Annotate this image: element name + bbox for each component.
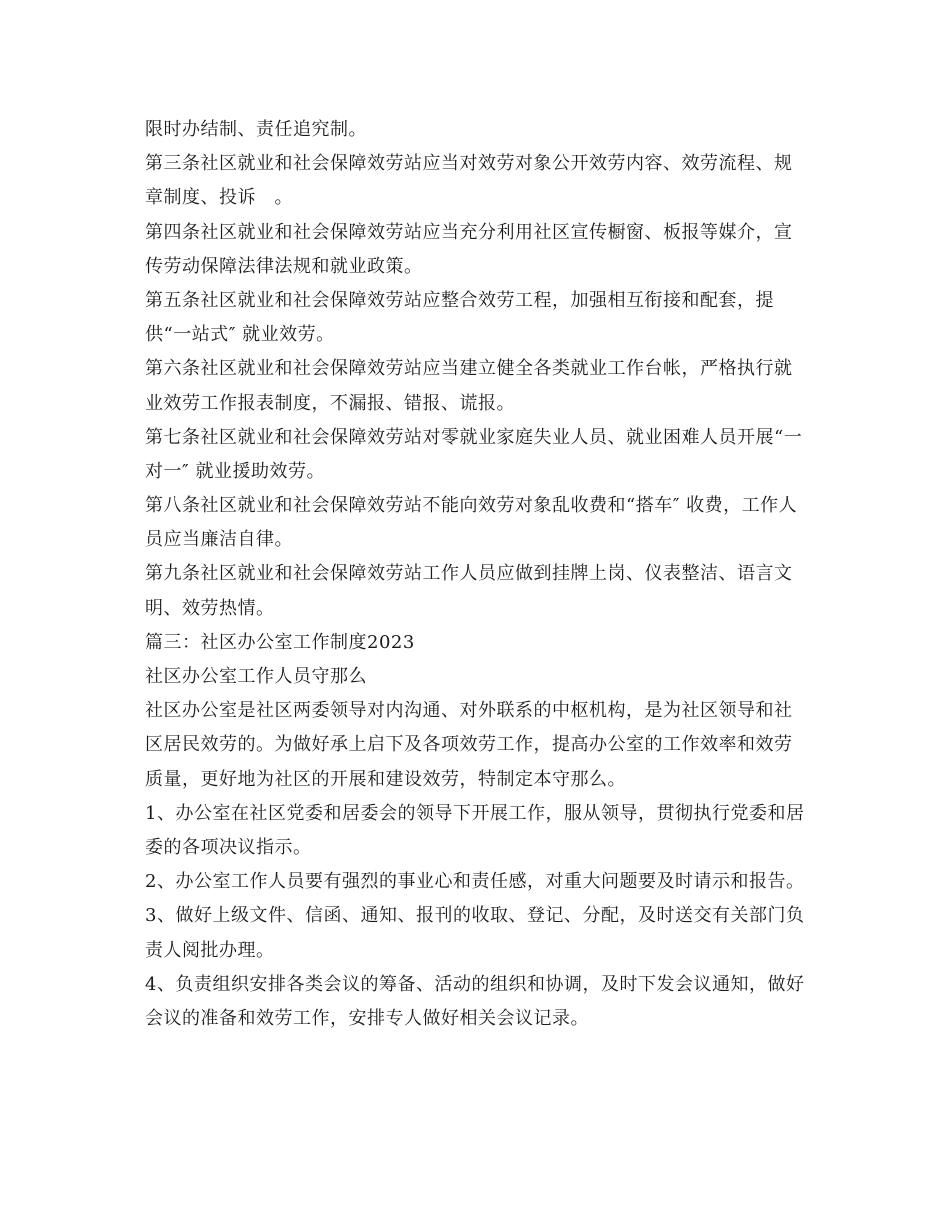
text-line: 章制度、投诉 。 <box>145 187 293 209</box>
text-line: 对一″ 就业援助效劳。 <box>145 460 325 482</box>
text-line: 会议的准备和效劳工作，安排专人做好相关会议记录。 <box>145 1007 589 1029</box>
text-line: 员应当廉洁自律。 <box>145 529 293 551</box>
text-line: 1、办公室在社区党委和居委会的领导下开展工作，服从领导，贯彻执行党委和居 <box>145 802 805 824</box>
text-line: 4、负责组织安排各类会议的筹备、活动的组织和协调，及时下发会议通知，做好 <box>145 973 805 995</box>
text-line: 社区办公室是社区两委领导对内沟通、对外联系的中枢机构，是为社区领导和社 <box>145 700 793 722</box>
text-line: 传劳动保障法律法规和就业政策。 <box>145 255 423 277</box>
text-line: 明、效劳热情。 <box>145 597 275 619</box>
text-line: 第七条社区就业和社会保障效劳站对零就业家庭失业人员、就业困难人员开展“一 <box>145 426 803 448</box>
text-line: 质量，更好地为社区的开展和建设效劳，特制定本守那么。 <box>145 768 626 790</box>
text-line: 区居民效劳的。为做好承上启下及各项效劳工作，提高办公室的工作效率和效劳 <box>145 734 793 756</box>
text-line: 业效劳工作报表制度，不漏报、错报、谎报。 <box>145 392 515 414</box>
text-line: 第八条社区就业和社会保障效劳站不能向效劳对象乱收费和“搭车″ 收费，工作人 <box>145 495 798 517</box>
text-line: 第六条社区就业和社会保障效劳站应当建立健全各类就业工作台帐，严格执行就 <box>145 358 793 380</box>
section-subheading: 社区办公室工作人员守那么 <box>145 666 367 687</box>
text-line: 责人阅批办理。 <box>145 939 275 961</box>
text-line: 2、办公室工作人员要有强烈的事业心和责任感，对重大问题要及时请示和报告。 <box>145 871 805 893</box>
section-heading: 篇三：社区办公室工作制度2023 <box>145 631 415 653</box>
text-line: 供“一站式″ 就业效劳。 <box>145 324 335 346</box>
text-line: 3、做好上级文件、信函、通知、报刊的收取、登记、分配，及时送交有关部门负 <box>145 905 805 927</box>
document-body <box>145 113 813 1036</box>
text-line: 第五条社区就业和社会保障效劳站应整合效劳工程，加强相互衔接和配套，提 <box>145 289 774 311</box>
text-line: 第三条社区就业和社会保障效劳站应当对效劳对象公开效劳内容、效劳流程、规 <box>145 153 793 175</box>
text-line: 第九条社区就业和社会保障效劳站工作人员应做到挂牌上岗、仪表整洁、语言文 <box>145 563 793 585</box>
text-line: 第四条社区就业和社会保障效劳站应当充分利用社区宣传橱窗、板报等媒介，宣 <box>145 221 793 243</box>
text-line: 限时办结制、责任追究制。 <box>145 119 367 140</box>
text-line: 委的各项决议指示。 <box>145 836 312 858</box>
